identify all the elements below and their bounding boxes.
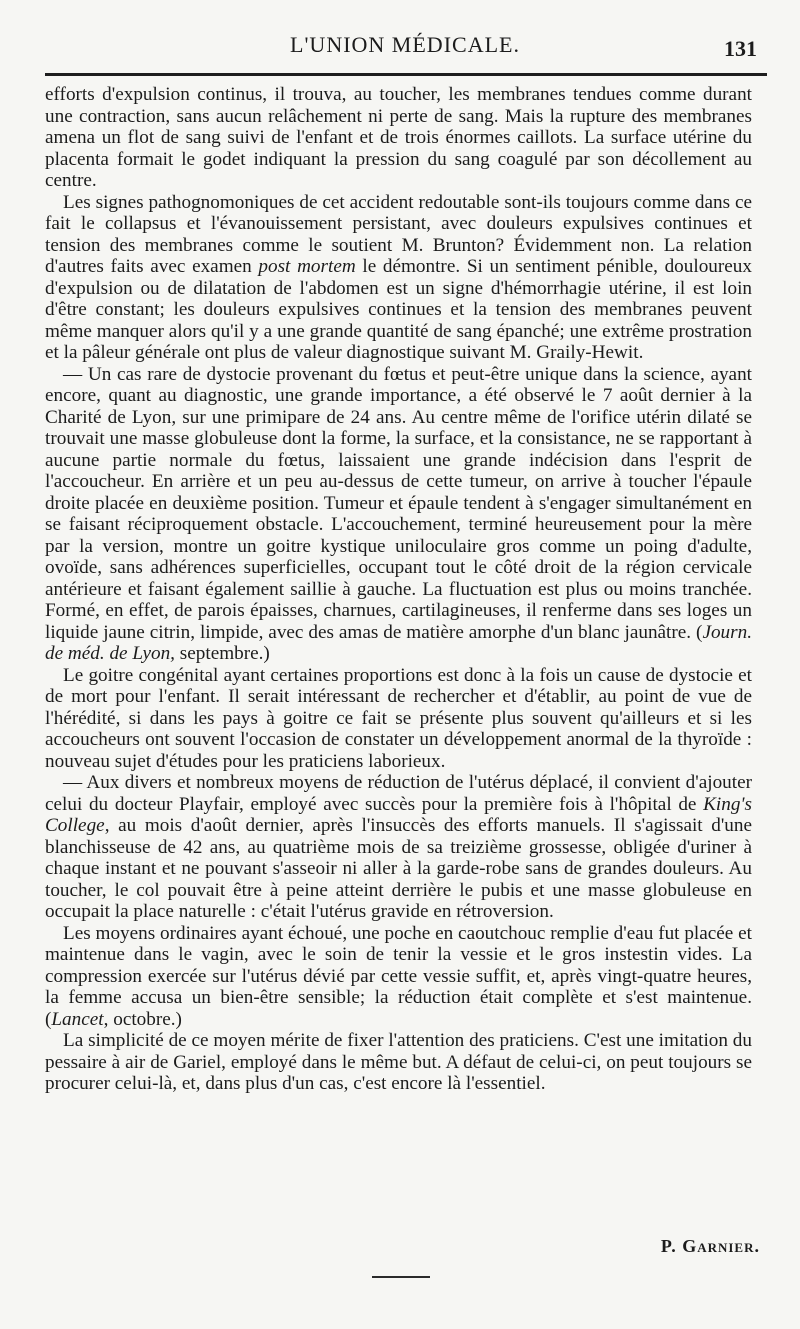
paragraph	[45, 923, 752, 1031]
text-run: septembre.)	[174, 643, 270, 664]
text-run: Les moyens ordinaires ayant échoué, une poche en caoutchouc remplie d'eau fut placée et maintenue dans le vagin, avec le soin de tenir la vessie et le gros instestin vides. La compression exercée sur l'utérus dévié par cette vessie suffit, et, après vingt-quatre heures, la femme accusa un bien-être sensible; la réduction était complète et s'est maintenue. (	[45, 922, 752, 1030]
paragraph	[45, 364, 752, 665]
text-run: Le goitre congénital ayant certaines proportions est donc à la fois un cause de dystocie et de mort pour l'enfant. Il serait intéressant de rechercher et d'établir, au point de vue de l'hérédité, si dans les pays à goitre ce fait se présente plus souvent qu'ailleurs et si les accoucheurs ont souvent l'occasion de constater un développement anormal de la thyroïde : nouveau sujet d'études pour les praticiens laborieux.	[45, 664, 752, 772]
article-body	[45, 84, 752, 1095]
running-title: L'UNION MÉDICALE.	[290, 32, 520, 57]
italic-run: King's College	[45, 793, 752, 836]
text-run: La simplicité de ce moyen mérite de fixer l'attention des praticiens. C'est une imitation du pessaire à air de Gariel, employé dans le même but. A défaut de celui-ci, on peut toujours se procurer celui-là, et, dans plus d'un cas, c'est encore là l'essentiel.	[45, 1030, 752, 1094]
paragraph	[45, 84, 752, 192]
page-header	[45, 30, 765, 70]
text-run: — Aux divers et nombreux moyens de réduction de l'utérus déplacé, il convient d'ajouter celui du docteur Playfair, employé avec succès pour la première fois à l'hôpital de	[45, 772, 752, 815]
text-run: Les signes pathognomoniques de cet accident redoutable sont-ils toujours comme dans ce fait le collapsus et l'évanouissement persistant, avec douleurs expulsives continues et tension des membranes comme le soutient M. Brunton? Évidemment non. La relation d'autres faits avec examen	[45, 191, 752, 277]
italic-run: Journ. de méd. de Lyon,	[45, 621, 752, 664]
header-rule	[45, 73, 767, 76]
page-number: 131	[724, 36, 757, 61]
text-run: efforts d'expulsion continus, il trouva, au toucher, les membranes tendues comme durant une contraction, sans aucun relâchement ni perte de sang. Mais la rupture des membranes amena un flot de sang suivi de l'enfant et de trois énormes caillots. La surface utérine du placenta formait le godet indiquant la pression du sang coagulé par son décollement au centre.	[45, 84, 752, 191]
text-run: , octobre.)	[103, 1008, 182, 1030]
italic-run: post mortem	[258, 256, 356, 277]
paragraph	[45, 772, 752, 923]
paragraph	[45, 192, 752, 364]
text-run: le démontre. Si un sentiment pénible, douloureux d'expulsion ou de dilatation de l'abdomen est un signe d'hémorrhagie utérine, il est loin d'être constant; les douleurs expulsives continues et la tension des membranes peuvent même manquer alors qu'il y a une grande quantité de sang épanché; une extrême prostration et la pâleur générale ont plus de valeur diagnostique suivant M. Graily-Hewit.	[45, 256, 752, 363]
text-run: , au mois d'août dernier, après l'insuccès des efforts manuels. Il s'agissait d'une blanchisseuse de 42 ans, au quatrième mois de sa treizième grossesse, obligée d'uriner à chaque instant et ne pouvant s'asseoir ni aller à la garde-robe sans de grandes douleurs. Au toucher, le col pouvait être à peine atteint derrière le pubis et une masse globuleuse en occupait la place naturelle : c'était l'utérus gravide en rétroversion.	[45, 815, 752, 922]
paragraph	[45, 1030, 752, 1095]
paragraph	[45, 665, 752, 773]
text-run: — Un cas rare de dystocie provenant du fœtus et peut-être unique dans la science, ayant encore, quant au diagnostic, une grande importance, a été observé le 7 août dernier à la Charité de Lyon, sur une primipare de 24 ans. Au centre même de l'orifice utérin dilaté se trouvait une masse globuleuse dont la forme, la surface, et la consistance, ne se rapportant à aucune partie normale du fœtus, laissaient une grande indécision dans l'esprit de l'accoucheur. En arrière et un peu au-dessus de cette tumeur, on arrive à toucher l'épaule droite placée en deuxième position. Tumeur et épaule tendent à s'engager simultanément en se faisant réciproquement obstacle. L'accouchement, terminé heureusement pour la mère par la version, montre un goitre kystique uniloculaire gros comme un poing d'adulte, ovoïde, sans adhérences superficielles, occupant tout le côté droit de la région cervicale antérieure et faisant également saillie à gauche. La fluctuation est plus ou moins tranchée. Formé, en effet, de parois épaisses, charnues, cartilagineuses, il renferme dans ses loges un liquide jaune citrin, limpide, avec des amas de matière amorphe d'un blanc jaunâtre. (	[45, 363, 752, 643]
end-rule	[372, 1276, 430, 1278]
italic-run: Lancet	[51, 1008, 104, 1030]
author-signature: P. Garnier.	[660, 1236, 760, 1256]
